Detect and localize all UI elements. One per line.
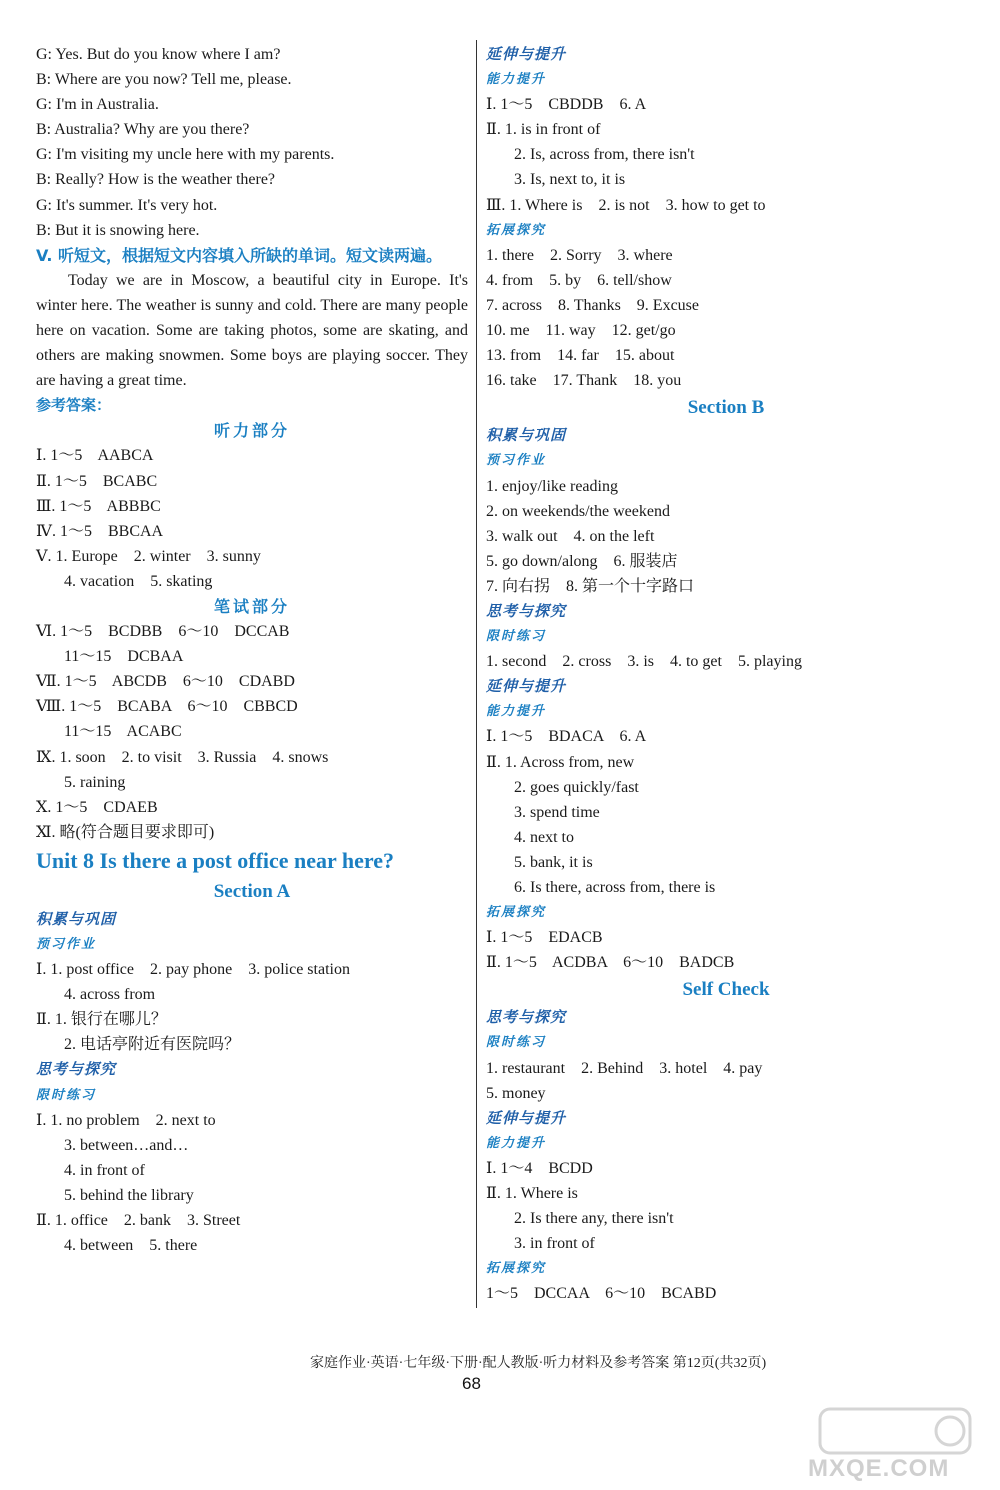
answer-line: 4. from 5. by 6. tell/show <box>486 271 672 289</box>
answer-line: Ⅷ. 1～5 BCABA 6～10 CBBCD <box>36 698 298 716</box>
written-part-title: 笔试部分 <box>213 596 290 616</box>
answer-line: 7. across 8. Thanks 9. Excuse <box>486 296 699 314</box>
answer-line: 5. bank, it is <box>514 853 593 871</box>
answer-line: Ⅰ. 1～5 CBDDB 6. A <box>486 96 647 114</box>
answer-line: Ⅰ. 1～5 AABCA <box>36 447 154 465</box>
dialogue-line: G: I'm visiting my uncle here with my parents. <box>36 146 335 164</box>
answer-line: 4. vacation 5. skating <box>64 572 213 590</box>
sub-explore: 拓展探究 <box>486 222 547 238</box>
answer-line: 3. between…and… <box>64 1136 189 1154</box>
timed-answers-b <box>486 649 966 674</box>
answer-line: Ⅱ. 1. Where is <box>486 1185 578 1203</box>
badge-extend: 延伸与提升 <box>486 45 567 63</box>
answer-line: 13. from 14. far 15. about <box>486 347 675 365</box>
unit-title: Unit 8 Is there a post office near here? <box>36 847 395 873</box>
answer-line: Ⅲ. 1～5 ABBBC <box>36 497 161 515</box>
sub-explore-c: 拓展探究 <box>486 1261 547 1277</box>
right-column <box>486 42 966 1307</box>
answer-line: 4. in front of <box>64 1161 145 1179</box>
answer-line: Ⅱ. 1. office 2. bank 3. Street <box>36 1212 241 1230</box>
badge-think-c: 思考与探究 <box>486 1008 567 1027</box>
answer-line: Ⅱ. 1～5 BCABC <box>36 472 158 490</box>
timed-answers-c <box>486 1056 966 1106</box>
badge-accumulate-b: 积累与巩固 <box>486 426 567 445</box>
sub-preview-b: 预习作业 <box>486 453 547 469</box>
answer-line: 11～15 DCBAA <box>64 648 184 666</box>
page-number: 68 <box>462 1374 481 1393</box>
answer-line: Ⅴ. 1. Europe 2. winter 3. sunny <box>36 547 261 565</box>
watermark-logo <box>800 1405 990 1485</box>
answer-line: 2. on weekends/the weekend <box>486 502 670 520</box>
answer-line: 5. behind the library <box>64 1186 194 1204</box>
answer-line: 11～15 ACABC <box>64 723 182 741</box>
answer-line: Ⅰ. 1～5 EDACB <box>486 929 603 947</box>
dialogue-line: B: Really? How is the weather there? <box>36 171 276 189</box>
answer-line: Ⅰ. 1～5 BDACA 6. A <box>486 728 647 746</box>
dialogue-line: B: Australia? Why are you there? <box>36 121 250 139</box>
answer-line: 2. 电话亭附近有医院吗？ <box>64 1036 241 1054</box>
answer-line: Ⅱ. 1. is in front of <box>486 121 601 139</box>
answer-line: 6. Is there, across from, there is <box>514 879 716 896</box>
dialogue-line: G: I'm in Australia. <box>36 96 159 114</box>
answer-line: 10. me 11. way 12. get/go <box>486 322 676 340</box>
answer-line: 2. Is there any, there isn't <box>514 1210 674 1228</box>
section-b-title: Section B <box>687 397 765 419</box>
answer-line: Ⅵ. 1～5 BCDBB 6～10 DCCAB <box>36 623 290 641</box>
answer-line: 4. between 5. there <box>64 1237 198 1255</box>
listening-answers <box>36 443 468 594</box>
sub-ability-c: 能力提升 <box>486 1135 547 1151</box>
sub-ability: 能力提升 <box>486 72 547 88</box>
dialogue-block <box>36 42 468 243</box>
answer-line: Ⅱ. 1～5 ACDBA 6～10 BADCB <box>486 954 735 972</box>
answer-line: 4. across from <box>64 986 156 1004</box>
sub-explore-b: 拓展探究 <box>486 905 547 921</box>
answer-line: 5. raining <box>64 773 126 791</box>
answer-line: 1. there 2. Sorry 3. where <box>486 246 673 264</box>
sub-timed-b: 限时练习 <box>486 629 547 645</box>
column-divider <box>476 40 477 1308</box>
listening-part-title: 听力部分 <box>213 421 290 441</box>
answer-line: 1. enjoy/like reading <box>486 477 618 495</box>
page-footer: 家庭作业·英语·七年级·下册·配人教版·听力材料及参考答案 第12页(共32页) <box>310 1356 767 1371</box>
answer-line: 2. goes quickly/fast <box>514 778 639 796</box>
sub-timed: 限时练习 <box>36 1087 97 1103</box>
answer-line: Ⅰ. 1～4 BCDD <box>486 1159 593 1177</box>
preview-answers-b <box>486 474 966 599</box>
badge-think-b: 思考与探究 <box>486 601 567 620</box>
section-a-title: Section A <box>213 880 291 902</box>
answer-line: 1. second 2. cross 3. is 4. to get 5. playing <box>486 653 802 671</box>
dialogue-line: B: But it is snowing here. <box>36 221 200 239</box>
answer-line: Ⅸ. 1. soon 2. to visit 3. Russia 4. snows <box>36 748 329 766</box>
answer-line: Ⅱ. 1. 银行在哪儿？ <box>36 1011 167 1029</box>
preview-answers <box>36 957 468 1057</box>
answer-line: Ⅶ. 1～5 ABCDB 6～10 CDABD <box>36 673 295 691</box>
answer-line: Ⅰ. 1. post office 2. pay phone 3. police station <box>36 961 350 979</box>
dialogue-line: G: It's summer. It's very hot. <box>36 196 218 214</box>
sub-ability-b: 能力提升 <box>486 704 547 720</box>
explore-answers-a <box>486 243 966 394</box>
badge-think: 思考与探究 <box>36 1060 117 1079</box>
answer-line: Ⅺ. 略(符合题目要求即可) <box>36 823 215 841</box>
explore-answers-c <box>486 1281 966 1306</box>
ability-answers-a <box>486 92 966 217</box>
badge-extend-b: 延伸与提升 <box>486 677 567 696</box>
dialogue-line: G: Yes. But do you know where I am? <box>36 46 281 63</box>
answer-line: Ⅹ. 1～5 CDAEB <box>36 798 158 816</box>
answer-line: 4. next to <box>514 828 574 846</box>
timed-answers <box>36 1108 468 1259</box>
answer-line: 3. spend time <box>514 803 600 821</box>
answer-line: 3. Is, next to, it is <box>514 171 626 189</box>
sub-timed-c: 限时练习 <box>486 1035 547 1051</box>
sub-preview: 预习作业 <box>36 937 97 952</box>
question-v-heading: V. 听短文，根据短文内容填入所缺的单词。短文读两遍。 <box>36 245 442 265</box>
dialogue-line: B: Where are you now? Tell me, please. <box>36 71 292 89</box>
answer-line: 2. Is, across from, there isn't <box>514 146 695 164</box>
answer-line: 1～5 DCCAA 6～10 BCABD <box>486 1285 717 1303</box>
ability-answers-c <box>486 1156 966 1256</box>
answer-line: Ⅳ. 1～5 BBCAA <box>36 522 164 540</box>
badge-accumulate: 积累与巩固 <box>36 909 117 928</box>
answer-line: 3. in front of <box>514 1235 595 1253</box>
self-check-title: Self Check <box>682 979 770 1001</box>
reference-answer-label: 参考答案： <box>36 396 112 415</box>
written-answers <box>36 619 468 845</box>
answer-line: Ⅲ. 1. Where is 2. is not 3. how to get to <box>486 196 766 214</box>
answer-line: 1. restaurant 2. Behind 3. hotel 4. pay <box>486 1059 763 1077</box>
answer-line: Ⅰ. 1. no problem 2. next to <box>36 1111 216 1129</box>
ability-answers-b <box>486 724 966 900</box>
answer-line: 5. money <box>486 1084 546 1102</box>
answer-line: 16. take 17. Thank 18. you <box>486 372 682 390</box>
watermark-text: MXQE.COM <box>808 1455 950 1482</box>
answer-line: 5. go down/along 6. 服装店 <box>486 552 678 570</box>
answer-line: 3. walk out 4. on the left <box>486 527 655 545</box>
badge-extend-c: 延伸与提升 <box>486 1108 567 1127</box>
passage-text: Today we are in Moscow, a beautiful city in Europe. It's winter here. The weather is sunny and cold. There are many people here on vacation. Some are taking photos, some are skating, and others are making snowmen. Some boys are playing soccer. They are having a great time. <box>36 271 468 390</box>
explore-answers-b <box>486 925 966 975</box>
left-column <box>36 42 468 1258</box>
answer-line: Ⅱ. 1. Across from, new <box>486 753 635 771</box>
answer-line: 7. 向右拐 8. 第一个十字路口 <box>486 577 695 595</box>
